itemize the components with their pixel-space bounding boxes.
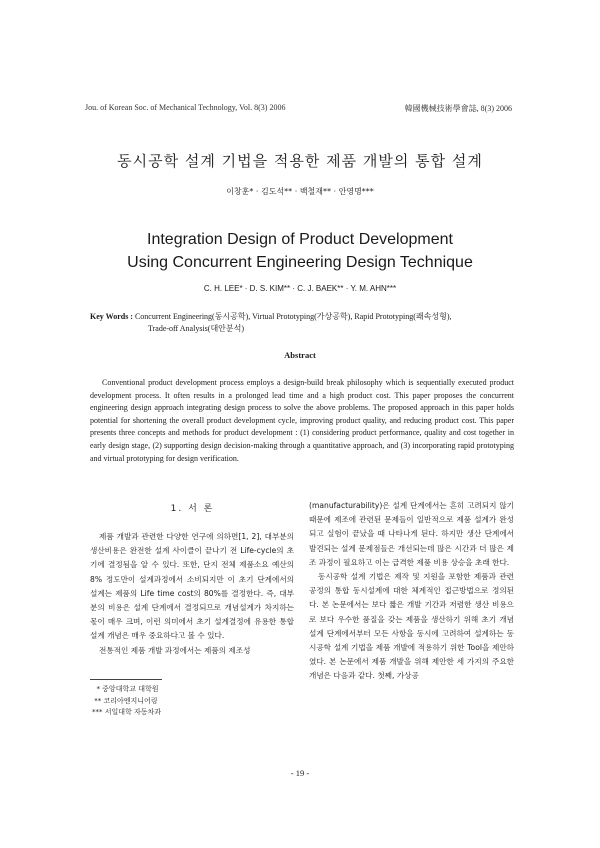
keywords bbox=[90, 311, 515, 335]
title-english bbox=[0, 228, 600, 274]
journal-header-right: 韓國機械技術學會誌, 8(3) 2006 bbox=[404, 104, 512, 113]
section-title-introduction: 1. 서 론 bbox=[170, 504, 215, 514]
journal-header-left: Jou. of Korean Soc. of Mechanical Technology, Vol. 8(3) 2006 bbox=[85, 103, 286, 112]
keywords-text-line1: Concurrent Engineering(동시공학), Virtual Prototyping(가상공학), Rapid Prototyping(쾌속성형), bbox=[134, 312, 452, 321]
footnotes bbox=[92, 684, 161, 719]
abstract-title: Abstract bbox=[284, 350, 316, 360]
body-right-column bbox=[309, 499, 514, 684]
title-korean: 동시공학 설계 기법을 적용한 제품 개발의 통합 설계 bbox=[117, 152, 483, 170]
keywords-label: Key Words : bbox=[90, 312, 135, 321]
footnote-affiliation-2: ** 코리아엔지니어링 bbox=[92, 696, 158, 705]
paragraph: 동시공학 설계 기법은 제작 및 지원을 포함한 제품과 관련 공정의 통합 동시설계에 대한 체계적인 접근방법으로 정의된다. 본 논문에서는 보다 짧은 개발 기간과 저렴한 생산 비용으로 보다 우수한 품질을 갖는 제품을 생산하기 위해 초기 개념 설계 단계에서부터 모든 사항을 동시에 고려하여 설계하는 동시공학 설계 기법을 제품 개발에 적용하기 위한 Tool을 제안하였다. 본 논문에서 제품 개발을 위해 제안한 세 가지의 주요한 개념은 다음과 같다. 첫째, 가상공 bbox=[309, 572, 514, 681]
body-left-column bbox=[90, 530, 294, 658]
authors-english: C. H. LEE* · D. S. KIM** · C. J. BAEK** · Y. M. AHN*** bbox=[203, 284, 397, 293]
authors-korean: 이창훈* · 김도석** · 백철재** · 안영명*** bbox=[226, 187, 374, 196]
footnote-affiliation-3: *** 서일대학 자동차과 bbox=[92, 708, 162, 716]
paragraph: 전통적인 제품 개발 과정에서는 제품의 제조성 bbox=[99, 645, 251, 655]
footnote-divider bbox=[90, 679, 162, 680]
page-number: - 19 - bbox=[290, 768, 310, 778]
title-english-line2: Using Concurrent Engineering Design Technique bbox=[127, 254, 473, 271]
footnote-affiliation-1: * 중앙대학교 대학원 bbox=[92, 685, 159, 693]
paragraph: 제품 개발과 관련한 다양한 연구에 의하면[1, 2], 대부분의 생산비용은 완전한 설계 사이클이 끝나기 전 Life-cycle의 초기에 결정됨을 알 수 있다. 또한, 단지 전체 제품소요 예산의 8% 정도만이 설계과정에서 소비되지만 이 초기 단계에서의 설계는 제품의 Life time cost의 80%를 결정한다. 즉, 대부분의 비용은 설계 단계에서 결정되므로 개념설계가 차지하는 몫이 매우 크며, 이런 의미에서 초기 설계결정에 유용한 통합설계 개념은 매우 중요하다고 볼 수 있다. bbox=[90, 532, 294, 641]
keywords-text-line2: Trade-off Analysis(대안분석) bbox=[148, 324, 245, 333]
abstract-body: Conventional product development process employs a design-build break philosophy which is sequentially executed product development process. It often results in a prolonged lead time and a high product cost. This paper proposes the concurrent engineering design approach integrating design process to solve the above problems. The proposed approach in this paper holds potential for shortening the overall product development cycle, improving product quality, and reducing product cost. This paper presents three concepts and methods for product development : (1) considering product performance, quality and cost together in early design stage, (2) supporting design decision-making through a quantitative approach, and (3) incorporating rapid prototyping and virtual prototyping for design verification. bbox=[90, 378, 514, 463]
paragraph: (manufacturability)은 설계 단계에서는 흔히 고려되지 않기 때문에 제조에 관련된 문제들이 일반적으로 제품 설계가 완성되고 실험이 끝났을 때 나타나게 된다. 하지만 생산 단계에서 발견되는 설계 문제점들은 개선되는데 많은 시간과 더 많은 제조 과정이 필요하고 이는 급격한 제품 비용 상승을 초래 한다. bbox=[309, 501, 514, 567]
title-english-line1: Integration Design of Product Development bbox=[147, 231, 453, 248]
